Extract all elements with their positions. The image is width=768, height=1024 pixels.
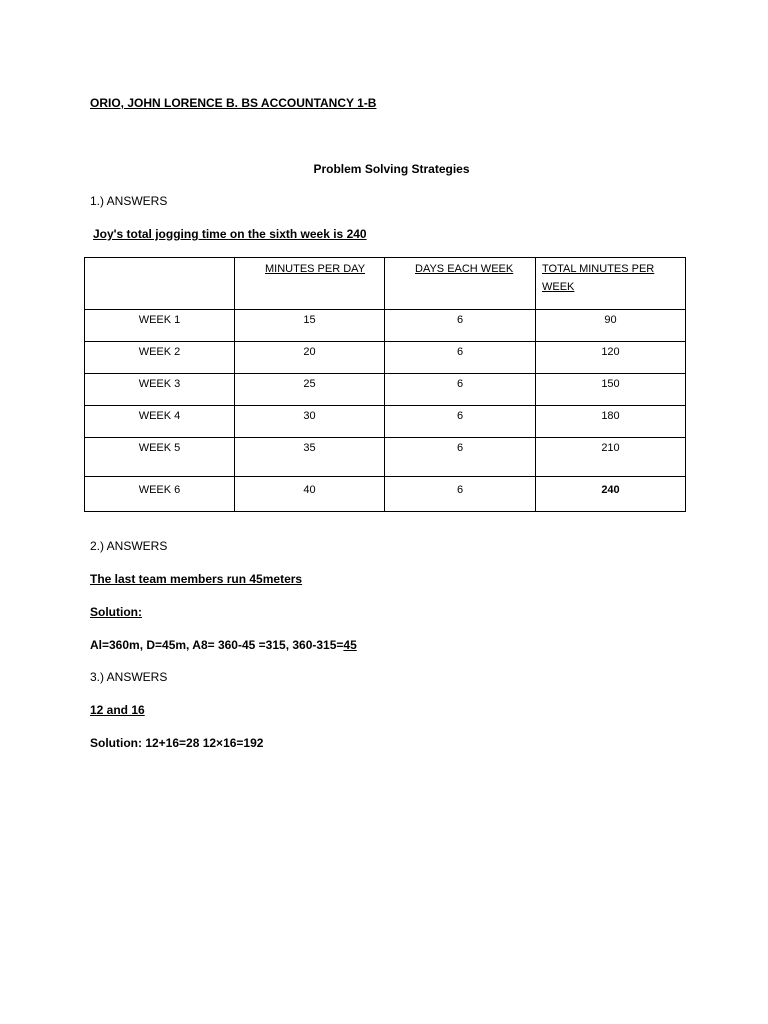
header-minutes-per-day: MINUTES PER DAY <box>265 263 366 275</box>
table-row <box>85 342 686 374</box>
document-title: Problem Solving Strategies <box>313 162 470 176</box>
minutes-cell: 25 <box>235 374 385 406</box>
question-2-label: 2.) ANSWERS <box>90 539 168 553</box>
days-cell: 6 <box>385 342 536 374</box>
question-3-label: 3.) ANSWERS <box>90 670 168 684</box>
table-header-cell <box>235 258 385 310</box>
total-cell: 90 <box>536 310 686 342</box>
question-2-solution <box>90 638 357 652</box>
table-row <box>85 438 686 477</box>
question-3-answer: 12 and 16 <box>90 703 145 717</box>
header-total-minutes-per-week: TOTAL MINUTES PER WEEK <box>542 263 655 293</box>
table-header-cell <box>536 258 686 310</box>
header-days-each-week: DAYS EACH WEEK <box>415 263 514 275</box>
table-row <box>85 374 686 406</box>
week-cell: WEEK 1 <box>85 310 235 342</box>
author-header: ORIO, JOHN LORENCE B. BS ACCOUNTANCY 1-B <box>90 96 377 110</box>
week-cell: WEEK 5 <box>85 438 235 477</box>
total-cell: 240 <box>536 477 686 512</box>
days-cell: 6 <box>385 477 536 512</box>
table-header-cell <box>85 258 235 310</box>
days-cell: 6 <box>385 406 536 438</box>
solution-result: 45 <box>343 638 357 652</box>
minutes-cell: 30 <box>235 406 385 438</box>
minutes-cell: 15 <box>235 310 385 342</box>
table-header-row <box>85 258 686 310</box>
days-cell: 6 <box>385 310 536 342</box>
week-cell: WEEK 3 <box>85 374 235 406</box>
table-row <box>85 310 686 342</box>
table-header-cell <box>385 258 536 310</box>
jogging-table <box>84 257 686 512</box>
question-2-answer: The last team members run 45meters <box>90 572 303 586</box>
total-cell: 210 <box>536 438 686 477</box>
table-row <box>85 406 686 438</box>
minutes-cell: 40 <box>235 477 385 512</box>
week-cell: WEEK 4 <box>85 406 235 438</box>
solution-expression: Al=360m, D=45m, A8= 360-45 =315, 360-315= <box>90 638 344 652</box>
minutes-cell: 35 <box>235 438 385 477</box>
total-cell: 150 <box>536 374 686 406</box>
minutes-cell: 20 <box>235 342 385 374</box>
total-cell: 180 <box>536 406 686 438</box>
question-1-answer: Joy's total jogging time on the sixth week is 240 <box>93 227 367 241</box>
question-2-solution-label: Solution: <box>90 605 142 619</box>
days-cell: 6 <box>385 438 536 477</box>
week-cell: WEEK 2 <box>85 342 235 374</box>
week-cell: WEEK 6 <box>85 477 235 512</box>
total-cell: 120 <box>536 342 686 374</box>
days-cell: 6 <box>385 374 536 406</box>
question-3-solution: Solution: 12+16=28 12×16=192 <box>90 736 264 750</box>
table-row <box>85 477 686 512</box>
question-1-label: 1.) ANSWERS <box>90 194 168 208</box>
